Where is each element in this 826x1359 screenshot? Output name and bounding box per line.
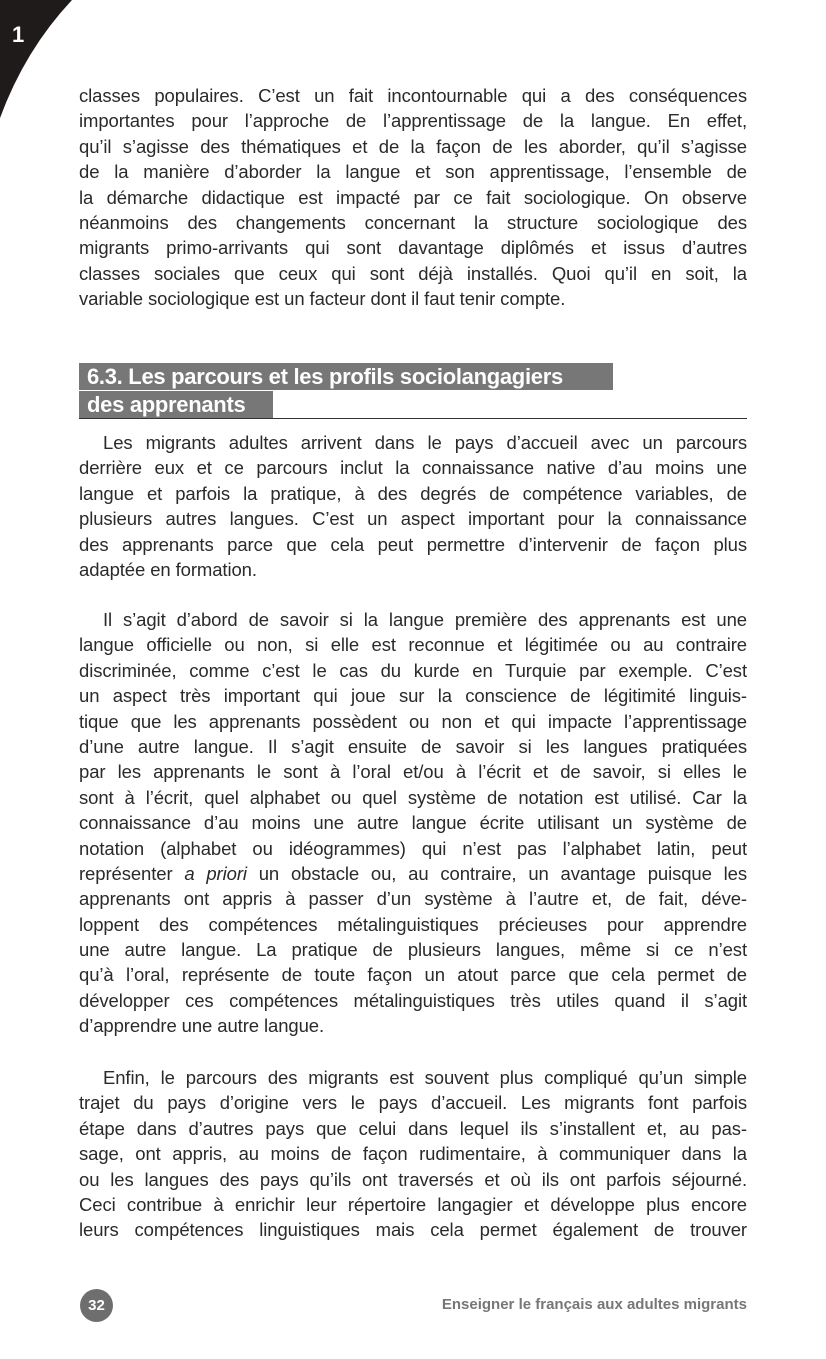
text-line: d’une autre langue. Il s’agit ensuite de savoir si les langues pratiquées — [79, 735, 747, 757]
text-line: variable sociologique est un facteur dont il faut tenir compte. — [79, 288, 566, 310]
text-line: sage, ont appris, au moins de façon rudimentaire, à communiquer dans la — [79, 1143, 747, 1165]
text-line: ou les langues des pays qu’ils ont traversés et où ils ont parfois séjourné. — [79, 1168, 747, 1190]
text-line: migrants primo-arrivants qui sont davantage diplômés et issus d’autres — [79, 237, 747, 259]
text-line: langue officielle ou non, si elle est reconnue et légitimée ou au contraire — [79, 634, 747, 656]
text-segment: un obstacle ou, au contraire, un avantage puisque les — [246, 862, 747, 884]
text-line: apprenants ont appris à passer d’un système à l’autre et, de fait, déve- — [79, 888, 747, 910]
text-line: étape dans d’autres pays que celui dans lequel ils s’installent et, au pas- — [79, 1117, 747, 1139]
text-line: trajet du pays d’origine vers le pays d’accueil. Les migrants font parfois — [79, 1092, 747, 1114]
text-line: un aspect très important qui joue sur la conscience de légitimité linguis- — [79, 685, 747, 707]
text-line: loppent des compétences métalinguistiques précieuses pour apprendre — [79, 913, 747, 935]
text-line: de la manière d’aborder la langue et son apprentissage, l’ensemble de — [79, 161, 747, 183]
text-line: par les apprenants le sont à l’oral et/ou à l’écrit et de savoir, si elles le — [79, 761, 747, 783]
text-line: Ceci contribue à enrichir leur répertoire langagier et développe plus encore — [79, 1193, 747, 1215]
text-line: tique que les apprenants possèdent ou non et qui impacte l’apprentissage — [79, 710, 747, 732]
book-title: Enseigner le français aux adultes migrants — [441, 1296, 747, 1313]
text-line: classes populaires. C’est un fait incontournable qui a des conséquences — [79, 85, 747, 106]
text-line: Enfin, le parcours des migrants est souvent plus compliqué qu’un simple — [103, 1067, 747, 1088]
text-line: une autre langue. La pratique de plusieurs langues, même si ce n’est — [79, 939, 747, 961]
chapter-tab — [0, 0, 75, 120]
paragraph — [79, 1065, 747, 1243]
text-line: Il s’agit d’abord de savoir si la langue première des apprenants est une — [103, 609, 747, 630]
text-line: classes sociales que ceux qui sont déjà installés. Quoi qu’il en soit, la — [79, 262, 747, 284]
text-line: sont à l’écrit, quel alphabet ou quel système de notation est utilisé. Car la — [79, 786, 747, 808]
text-line: plusieurs autres langues. C’est un aspect important pour la connaissance — [79, 508, 747, 530]
text-line: notation (alphabet ou idéogrammes) qui n’est pas l’alphabet latin, peut — [79, 837, 747, 859]
paragraph — [79, 607, 747, 1039]
text-line: importantes pour l’approche de l’apprentissage de la langue. En effet, — [79, 110, 747, 132]
text-line: qu’il s’agisse des thématiques et de la façon de les aborder, qu’il s’agisse — [79, 135, 747, 157]
text-line: développer ces compétences métalinguistiques très utiles quand il s’agit — [79, 989, 747, 1011]
text-line: des apprenants parce que cela peut permettre d’intervenir de façon plus — [79, 533, 747, 555]
text-line: leurs compétences linguistiques mais cela permet également de trouver — [79, 1219, 747, 1241]
text-segment: représenter — [79, 862, 185, 884]
italic-text: a priori — [184, 862, 247, 884]
section-heading — [79, 363, 747, 418]
text-line: d’apprendre une autre langue. — [79, 1015, 324, 1037]
text-line: Les migrants adultes arrivent dans le pays d’accueil avec un parcours — [103, 432, 747, 453]
heading-line-2: des apprenants — [79, 391, 273, 418]
text-line: adaptée en formation. — [79, 558, 257, 580]
paragraph — [79, 430, 747, 582]
text-line — [79, 861, 747, 886]
text-line: discriminée, comme c’est le cas du kurde en Turquie par exemple. C’est — [79, 659, 747, 681]
page-number: 32 — [80, 1289, 113, 1322]
text-line: la démarche didactique est impacté par ce fait sociologique. On observe — [79, 186, 747, 208]
paragraph — [79, 83, 747, 312]
heading-line-1: 6.3. Les parcours et les profils sociolangagiers — [79, 363, 613, 390]
text-line: connaissance d’au moins une autre langue écrite utilisant un système de — [79, 812, 747, 834]
text-line: néanmoins des changements concernant la structure sociologique des — [79, 211, 747, 233]
chapter-number: 1 — [12, 22, 25, 47]
text-line: langue et parfois la pratique, à des degrés de compétence variables, de — [79, 482, 747, 504]
heading-rule — [79, 418, 747, 419]
text-line: derrière eux et ce parcours inclut la connaissance native d’au moins une — [79, 457, 747, 479]
text-line: qu’à l’oral, représente de toute façon un atout parce que cela permet de — [79, 964, 747, 986]
